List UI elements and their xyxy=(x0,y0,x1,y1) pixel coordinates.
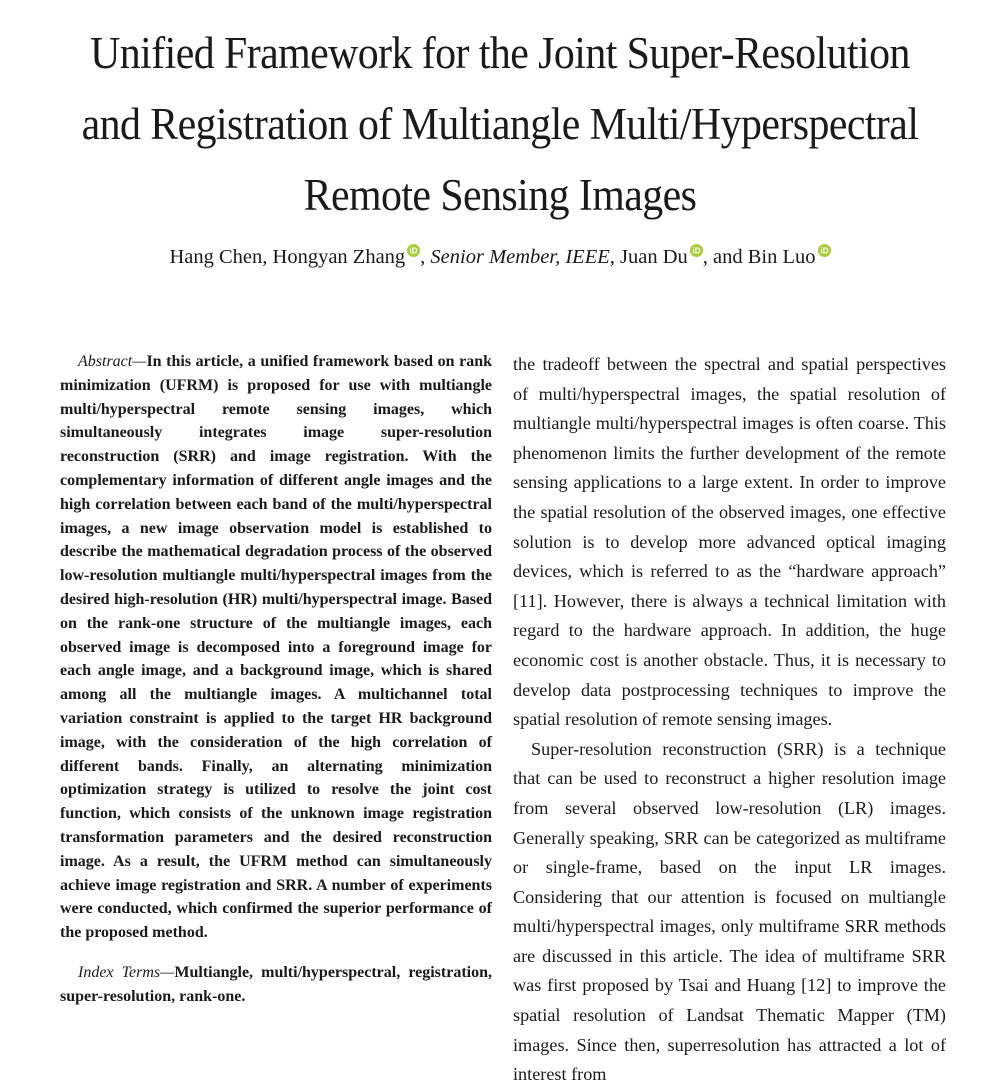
abstract-label: Abstract— xyxy=(78,353,147,370)
affiliation-note: Senior Member, IEEE xyxy=(430,245,610,268)
index-terms xyxy=(60,961,492,1009)
orcid-icon[interactable] xyxy=(690,244,703,257)
body-paragraph-2: Super-resolution reconstruction (SRR) is a technique that can be used to reconstruct a higher resolution image from several observed low-resolution (LR) images. Generally speaking, SRR can be categorized as multiframe or single-frame, based on the input LR images. Considering that our attention is focused on multiangle multi/hyperspectral images, only multiframe SRR methods are discussed in this article. The idea of multiframe SRR was first proposed by Tsai and Huang [12] to improve the spatial resolution of Landsat Thematic Mapper (TM) images. Since then, superresolution has attracted a lot of interest from xyxy=(513,738,946,1085)
index-terms-text: Multiangle, multi/hyperspectral, registration, super-resolution, rank-one. xyxy=(60,963,493,1005)
author-line: Hang Chen, Hongyan Zhang iD , Senior Member, IEEE, Juan Du iD , and Bin Luo iD xyxy=(0,242,1000,271)
svg-text:iD: iD xyxy=(692,246,701,256)
author-names-1: Hang Chen, Hongyan Zhang xyxy=(169,245,406,268)
left-column xyxy=(60,350,492,1009)
svg-text:iD: iD xyxy=(409,246,418,256)
right-column xyxy=(513,350,946,1090)
author-name-3: Juan Du xyxy=(620,245,688,268)
svg-text:iD: iD xyxy=(820,246,829,256)
abstract xyxy=(60,350,492,945)
abstract-text: In this article, a unified framework based on rank minimization (UFRM) is proposed for use with multiangle multi/hyperspectral remote sensing images, which simultaneously integrates image super-resolution reconstruction (SRR) and image registration. With the complementary information of different angle images and the high correlation between each band of the multi/hyperspectral images, a new image observation model is established to describe the mathematical degradation process of the observed low-resolution multiangle multi/hyperspectral images from the desired high-resolution (HR) multi/hyperspectral image. Based on the rank-one structure of the multiangle images, each observed image is decomposed into a foreground image for each angle image, and a background image, which is shared among all the multiangle images. A multichannel total variation constraint is applied to the target HR background image, with the consideration of the high correlation of different bands. Finally, an alternating minimization optimization strategy is utilized to resolve the joint cost function, which consists of the unknown image registration transformation parameters and the desired reconstruction image. As a result, the UFRM method can simultaneously achieve image registration and SRR. A number of experiments were conducted, which confirmed the superior performance of the proposed method. xyxy=(60,353,492,942)
orcid-icon[interactable] xyxy=(407,244,420,257)
index-terms-label: Index Terms— xyxy=(78,963,175,981)
body-paragraph-1: the tradeoff between the spectral and spatial perspectives of multi/hyperspectral images, the spatial resolution of multiangle multi/hyperspectral images is often coarse. This phenomenon limits the further development of the remote sensing applications to a large extent. In order to improve the spatial resolution of the observed images, one effective solution is to develop more advanced optical imaging devices, which is referred to as the “hardware approach” [11]. However, there is always a technical limitation with regard to the hardware approach. In addition, the huge economic cost is another obstacle. Thus, it is necessary to develop data postprocessing techniques to improve the spatial resolution of remote sensing images. xyxy=(513,354,946,730)
paper-title: Unified Framework for the Joint Super-Resolution and Registration of Multiangle Multi/Hyperspectral Remote Sensing Images xyxy=(81,28,919,220)
orcid-icon[interactable] xyxy=(818,244,831,257)
author-name-4: and Bin Luo xyxy=(713,245,816,268)
